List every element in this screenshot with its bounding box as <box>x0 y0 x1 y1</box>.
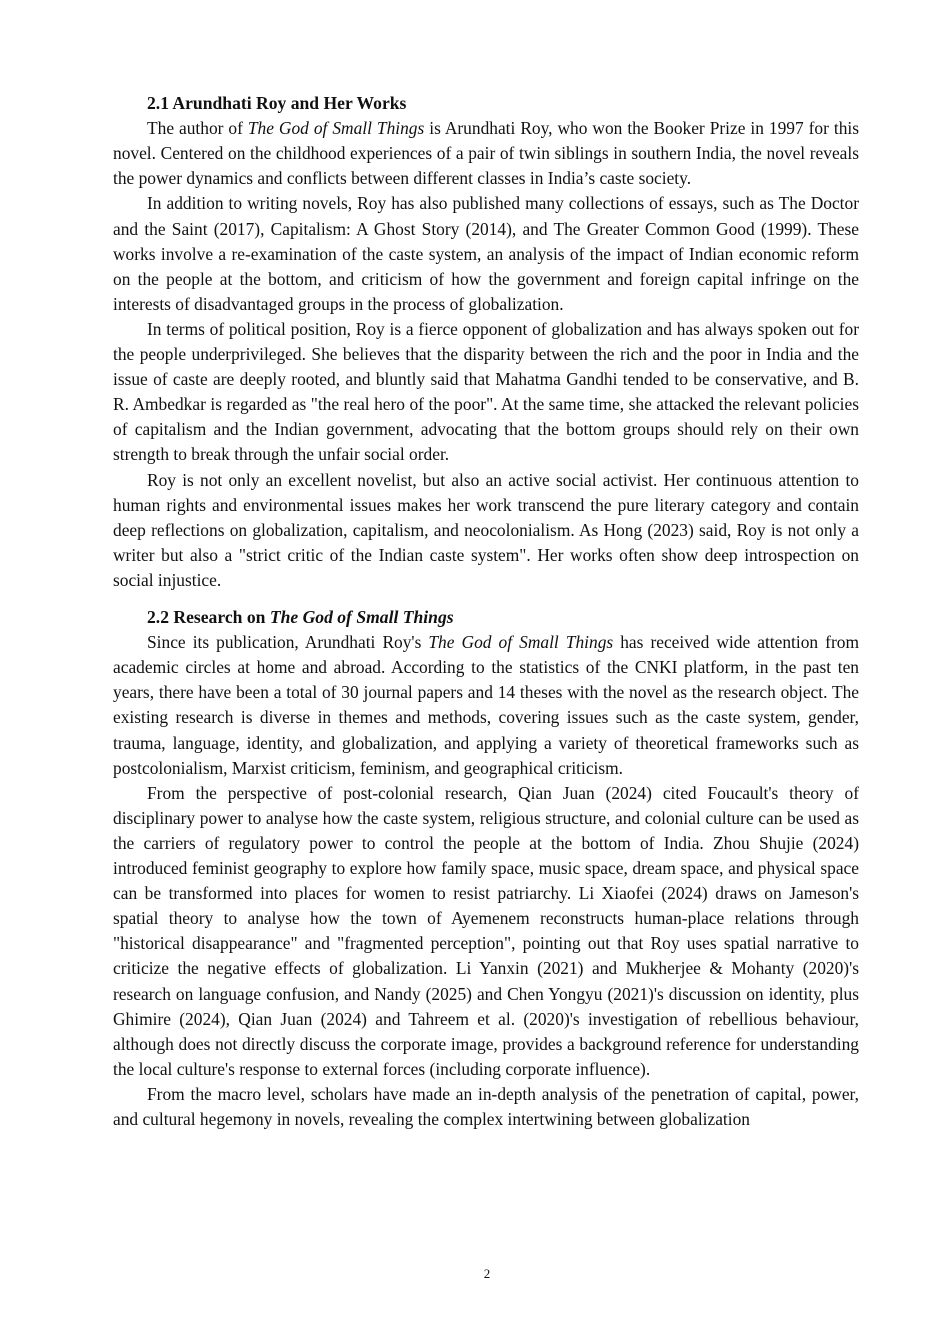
paragraph-research-overview <box>113 630 859 781</box>
book-title: The God of Small Things <box>247 118 425 139</box>
paragraph-text: is Arundhati Roy, who won the Booker Prize in 1997 for this novel. Centered on the childhood experiences of a pair of twin siblings in southern India, the novel reveals the power dynamics and conflicts between different classes in India’s caste society. <box>113 118 859 189</box>
paragraph-text: has received wide attention from academic circles at home and abroad. According to the statistics of the CNKI platform, in the past ten years, there have been a total of 30 journal papers and 14 theses with the novel as the research object. The existing research is diverse in themes and methods, covering issues such as the caste system, gender, trauma, language, identity, and globalization, and applying a variety of theoretical frameworks such as postcolonialism, Marxist criticism, feminism, and geographical criticism. <box>113 632 859 778</box>
paragraph-roy-author <box>113 116 859 191</box>
section-heading-text: 2.2 Research on <box>147 606 270 627</box>
paragraph-roy-activist: Roy is not only an excellent novelist, but also an active social activist. Her continuous attention to human rights and environmental issues makes her work transcend the pure literary category and contain deep reflections on globalization, capitalism, and neocolonialism. As Hong (2023) said, Roy is not only a writer but also a "strict critic of the Indian caste system". Her works often show deep introspection on social injustice. <box>113 469 859 590</box>
paragraph-text: Since its publication, Arundhati Roy's <box>147 632 429 653</box>
section-heading-text: 2.1 Arundhati Roy and Her Works <box>147 93 407 113</box>
paragraph-macro-level: From the macro level, scholars have made an in-depth analysis of the penetration of capital, power, and cultural hegemony in novels, revealing the complex intertwining between globalization <box>113 1083 859 1129</box>
section-heading-2-2 <box>113 605 859 630</box>
book-title: The God of Small Things <box>269 606 454 627</box>
document-page <box>113 91 859 1132</box>
paragraph-postcolonial-research: From the perspective of post-colonial research, Qian Juan (2024) cited Foucault's theory of disciplinary power to analyse how the caste system, religious structure, and colonial culture can be used as the carriers of regulatory power to control the people at the bottom of India. Zhou Shujie (2024) introduced feminist geography to explore how family space, music space, dream space, and physical space can be transformed into places for women to resist patriarchy. Li Xiaofei (2024) draws on Jameson's spatial theory to analyse how the town of Ayemenem reconstructs human-place relations through "historical disappearance" and "fragmented perception", pointing out that Roy uses spatial narrative to criticize the negative effects of globalization. Li Yanxin (2021) and Mukherjee & Mohanty (2020)'s research on language confusion, and Nandy (2025) and Chen Yongyu (2021)'s discussion on identity, plus Ghimire (2024), Qian Juan (2024) and Tahreem et al. (2020)'s investigation of rebellious behaviour, although does not directly discuss the corporate image, provides a background reference for understanding the local culture's response to external forces (including corporate influence). <box>113 782 859 1079</box>
page-number: 2 <box>483 1266 491 1281</box>
section-heading-2-1 <box>113 91 859 116</box>
paragraph-roy-political-position: In terms of political position, Roy is a fierce opponent of globalization and has always spoken out for the people underprivileged. She believes that the disparity between the rich and the poor in India and the issue of caste are deeply rooted, and bluntly said that Mahatma Gandhi tended to be conservative, and B. R. Ambedkar is regarded as "the real hero of the poor". At the same time, she attacked the relevant policies of capitalism and the Indian government, advocating that the bottom groups should rely on their own strength to break through the unfair social order. <box>113 318 859 465</box>
paragraph-roy-essays: In addition to writing novels, Roy has also published many collections of essays, such as The Doctor and the Saint (2017), Capitalism: A Ghost Story (2014), and The Greater Common Good (1999). These works involve a re-examination of the caste system, an analysis of the impact of Indian economic reform on the people at the bottom, and criticism of how the government and foreign capital infringe on the interests of disadvantaged groups in the process of globalization. <box>113 193 859 314</box>
paragraph-text: The author of <box>147 118 248 139</box>
book-title: The God of Small Things <box>428 632 614 653</box>
